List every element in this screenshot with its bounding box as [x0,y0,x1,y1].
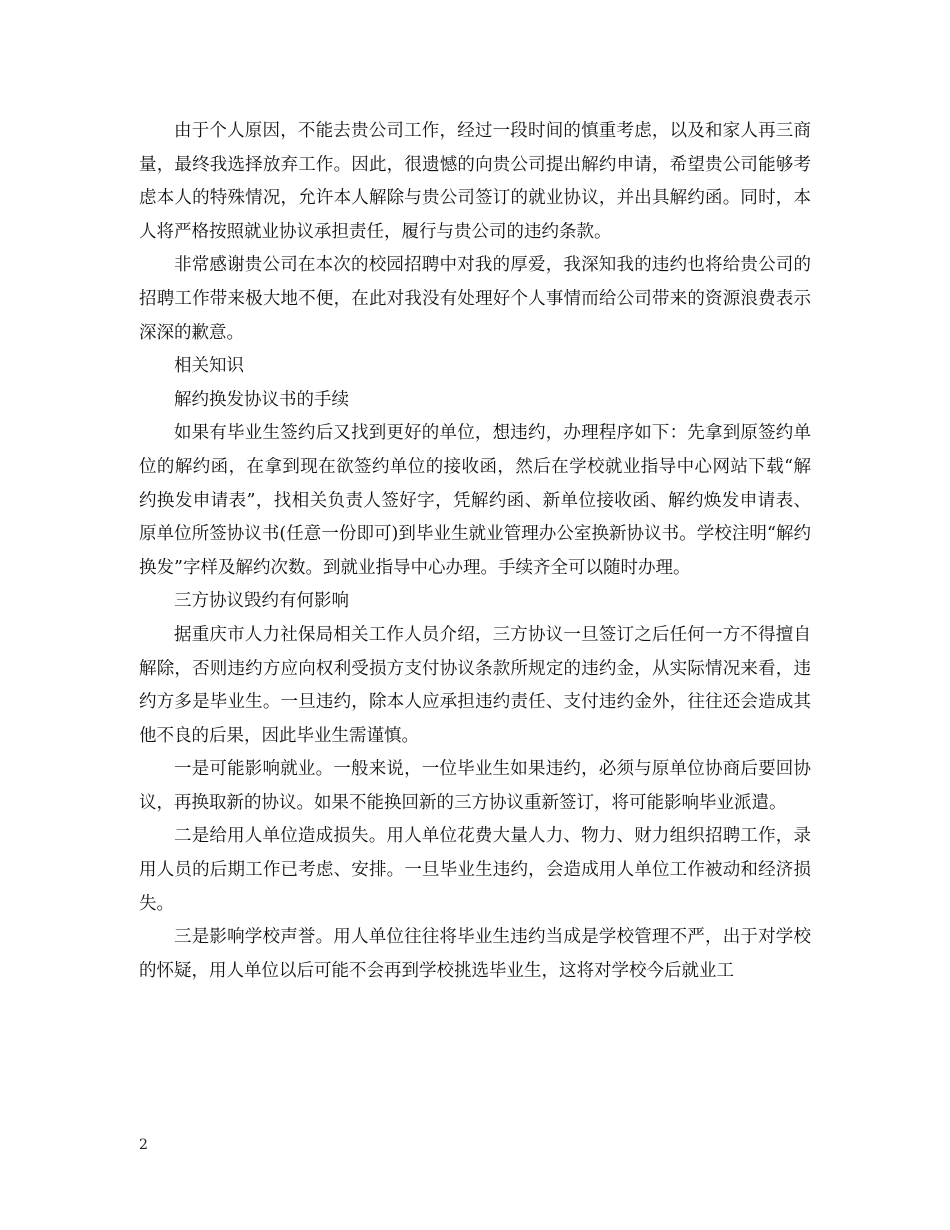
paragraph-termination-procedure: 如果有毕业生签约后又找到更好的单位，想违约，办理程序如下：先拿到原签约单位的解约函，在拿到现在欲签约单位的接收函，然后在学校就业指导中心网站下载“解约换发申请表”，找相关负责人签好字，凭解约函、新单位接收函、解约焕发申请表、原单位所签协议书(任意一份即可)到毕业生就业管理办公室换新协议书。学校注明“解约换发”字样及解约次数。到就业指导中心办理。手续齐全可以随时办理。 [139,423,811,578]
heading-related-knowledge: 相关知识 [174,356,244,377]
heading-breach-impact: 三方协议毁约有何影响 [174,591,349,612]
paragraph-impact-employer: 二是给用人单位造成损失。用人单位花费大量人力、物力、财力组织招聘工作，录用人员的后期工作已考虑、安排。一旦毕业生违约，会造成用人单位工作被动和经济损失。 [139,826,811,914]
paragraph-impact-school: 三是影响学校声誉。用人单位往往将毕业生违约当成是学校管理不严，出于对学校的怀疑，用人单位以后可能不会再到学校挑选毕业生，这将对学校今后就业工 [139,927,811,981]
paragraph-release-request: 由于个人原因，不能去贵公司工作，经过一段时间的慎重考虑，以及和家人再三商量，最终我选择放弃工作。因此，很遗憾的向贵公司提出解约申请，希望贵公司能够考虑本人的特殊情况，允许本人解除与贵公司签订的就业协议，并出具解约函。同时，本人将严格按照就业协议承担责任，履行与贵公司的违约条款。 [139,121,811,242]
heading-termination-procedure: 解约换发协议书的手续 [174,389,349,410]
paragraph-breach-overview: 据重庆市人力社保局相关工作人员介绍，三方协议一旦签订之后任何一方不得擅自解除，否则违约方应向权利受损方支付协议条款所规定的违约金，从实际情况来看，违约方多是毕业生。一旦违约，除本人应承担违约责任、支付违约金外，往往还会造成其他不良的后果，因此毕业生需谨慎。 [139,624,811,746]
paragraph-apology: 非常感谢贵公司在本次的校园招聘中对我的厚爱，我深知我的违约也将给贵公司的招聘工作带来极大地不便，在此对我没有处理好个人事情而给公司带来的资源浪费表示深深的歉意。 [139,255,811,343]
document-body [139,115,811,988]
page-number: 2 [139,1137,148,1153]
paragraph-impact-employment: 一是可能影响就业。一般来说，一位毕业生如果违约，必须与原单位协商后要回协议，再换取新的协议。如果不能换回新的三方协议重新签订，将可能影响毕业派遣。 [139,759,811,813]
